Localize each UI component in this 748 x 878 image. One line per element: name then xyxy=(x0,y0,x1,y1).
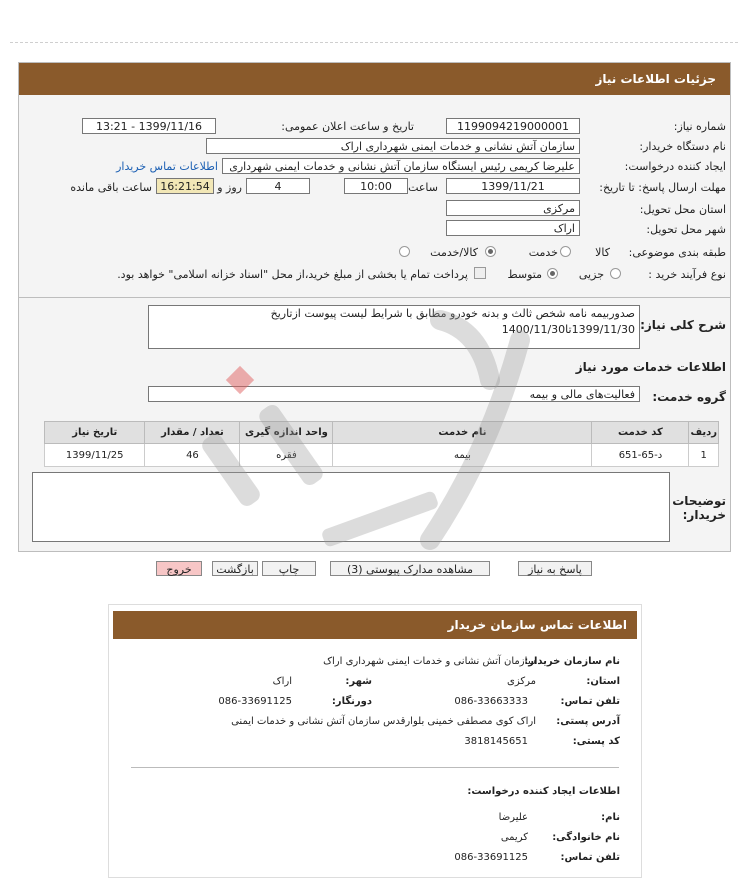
services-info-title: اطلاعات خدمات مورد نیاز xyxy=(575,360,726,374)
category-goods-radio[interactable] xyxy=(560,246,571,257)
process-medium-label: متوسط xyxy=(507,268,542,281)
contact-phone-label: تلفن تماس: xyxy=(560,696,620,707)
process-partial-label: جزیی xyxy=(578,268,604,281)
back-button[interactable]: بازگشت xyxy=(212,561,258,576)
category-goods-service-radio[interactable] xyxy=(399,246,410,257)
table-header-row xyxy=(45,422,719,444)
need-number-label: شماره نیاز: xyxy=(673,120,726,133)
cell-unit: فقره xyxy=(240,444,333,467)
process-partial-radio[interactable] xyxy=(610,268,621,279)
days-remaining-field[interactable]: 4 xyxy=(246,178,310,194)
contact-province-value: مرکزی xyxy=(507,676,536,687)
remaining-label: ساعت باقی مانده xyxy=(70,181,152,194)
contact-postal-label: کد پستی: xyxy=(572,736,620,747)
remaining-time-field[interactable]: 16:21:54 xyxy=(156,178,214,194)
contact-city-label: شهر: xyxy=(345,676,372,687)
print-button[interactable]: چاپ xyxy=(262,561,316,576)
contact-province-label: استان: xyxy=(586,676,620,687)
contact-fax-label: دورنگار: xyxy=(331,696,372,707)
description-textarea[interactable]: صدوربیمه نامه شخص ثالث و بدنه خودرو مطابق با شرایط لیست پیوست ازتاریخ 1399/11/30تا1400/11/30 xyxy=(148,305,640,349)
col-row: ردیف xyxy=(689,422,719,444)
deadline-time-field[interactable]: 10:00 xyxy=(344,178,408,194)
need-number-field[interactable]: 1199094219000001 xyxy=(446,118,580,134)
contact-address-value: اراک کوی مصطفی خمینی بلوارقدس سازمان آتش نشانی و خدمات ایمنی xyxy=(231,716,536,727)
contact-phone-value: 086-33663333 xyxy=(454,696,528,707)
col-unit: واحد اندازه گیری xyxy=(240,422,333,444)
creator-family-value: کریمی xyxy=(500,832,528,843)
cell-row: 1 xyxy=(689,444,719,467)
deadline-label: مهلت ارسال پاسخ: تا تاریخ: xyxy=(599,181,726,194)
services-table xyxy=(44,421,719,467)
col-service-code: کد خدمت xyxy=(592,422,689,444)
category-goods-label: کالا xyxy=(595,246,610,259)
creator-phone-label: تلفن تماس: xyxy=(560,852,620,863)
attachments-button[interactable]: مشاهده مدارک پیوستی (3) xyxy=(330,561,490,576)
category-label: طبقه بندی موضوعی: xyxy=(628,246,726,259)
col-quantity: تعداد / مقدار xyxy=(145,422,240,444)
creator-name-value: علیرضا xyxy=(498,812,528,823)
creator-name-label: نام: xyxy=(601,812,620,823)
process-medium-radio[interactable] xyxy=(547,268,558,279)
creator-family-label: نام خانوادگی: xyxy=(552,832,620,843)
treasury-payment-note: پرداخت تمام یا بخشی از مبلغ خرید،از محل "اسناد خزانه اسلامی" خواهد بود. xyxy=(117,268,468,281)
contact-org-label: نام سازمان خریدار: xyxy=(524,656,620,667)
purchase-type-label: نوع فرآیند خرید : xyxy=(648,268,726,281)
contact-org-value: سازمان آتش نشانی و خدمات ایمنی شهرداری اراک xyxy=(323,656,536,667)
category-service-radio[interactable] xyxy=(485,246,496,257)
buyer-org-field[interactable]: سازمان آتش نشانی و خدمات ایمنی شهرداری اراک xyxy=(206,138,580,154)
buyer-contact-link[interactable]: اطلاعات تماس خریدار xyxy=(116,160,218,173)
page-title: جزئیات اطلاعات نیاز xyxy=(19,63,730,95)
contact-fax-value: 086-33691125 xyxy=(218,696,292,707)
buyer-org-label: نام دستگاه خریدار: xyxy=(639,140,726,153)
province-label: استان محل تحویل: xyxy=(639,203,726,216)
creator-info-title: اطلاعات ایجاد کننده درخواست: xyxy=(467,786,620,797)
contact-postal-value: 3818145651 xyxy=(464,736,528,747)
creator-label: ایجاد کننده درخواست: xyxy=(624,160,726,173)
buyer-notes-label: توضیحات خریدار: xyxy=(672,494,726,522)
cell-service-name: بیمه xyxy=(333,444,592,467)
city-field[interactable]: اراک xyxy=(446,220,580,236)
cell-service-code: د-65-651 xyxy=(592,444,689,467)
exit-button[interactable]: خروج xyxy=(156,561,202,576)
deadline-time-label: ساعت xyxy=(408,181,438,194)
contact-divider xyxy=(131,767,619,768)
announce-datetime-field[interactable]: 1399/11/16 - 13:21 xyxy=(82,118,216,134)
category-goods-service-label: کالا/خدمت xyxy=(430,246,478,259)
treasury-payment-checkbox[interactable] xyxy=(474,267,486,279)
creator-phone-value: 086-33691125 xyxy=(454,852,528,863)
reply-button[interactable]: پاسخ به نیاز xyxy=(518,561,592,576)
announce-label: تاریخ و ساعت اعلان عمومی: xyxy=(281,120,414,133)
province-field[interactable]: مرکزی xyxy=(446,200,580,216)
buyer-notes-textarea[interactable] xyxy=(32,472,670,542)
cell-need-date: 1399/11/25 xyxy=(45,444,145,467)
city-label: شهر محل تحویل: xyxy=(646,223,726,236)
table-row[interactable] xyxy=(45,444,719,467)
description-label: شرح کلی نیاز: xyxy=(640,318,726,332)
contact-city-value: اراک xyxy=(272,676,292,687)
top-divider xyxy=(10,42,738,43)
days-label: روز و xyxy=(217,181,242,194)
contact-card-title: اطلاعات تماس سازمان خریدار xyxy=(113,611,637,639)
creator-field[interactable]: علیرضا کریمی رئیس ایستگاه سازمان آتش نشانی و خدمات ایمنی شهرداری xyxy=(222,158,580,174)
category-service-label: خدمت xyxy=(528,246,558,259)
col-service-name: نام خدمت xyxy=(333,422,592,444)
cell-quantity: 46 xyxy=(145,444,240,467)
col-need-date: تاریخ نیاز xyxy=(45,422,145,444)
deadline-date-field[interactable]: 1399/11/21 xyxy=(446,178,580,194)
contact-address-label: آدرس پستی: xyxy=(556,716,620,727)
service-group-field[interactable]: فعالیت‌های مالی و بیمه xyxy=(148,386,640,402)
service-group-label: گروه خدمت: xyxy=(652,390,726,404)
